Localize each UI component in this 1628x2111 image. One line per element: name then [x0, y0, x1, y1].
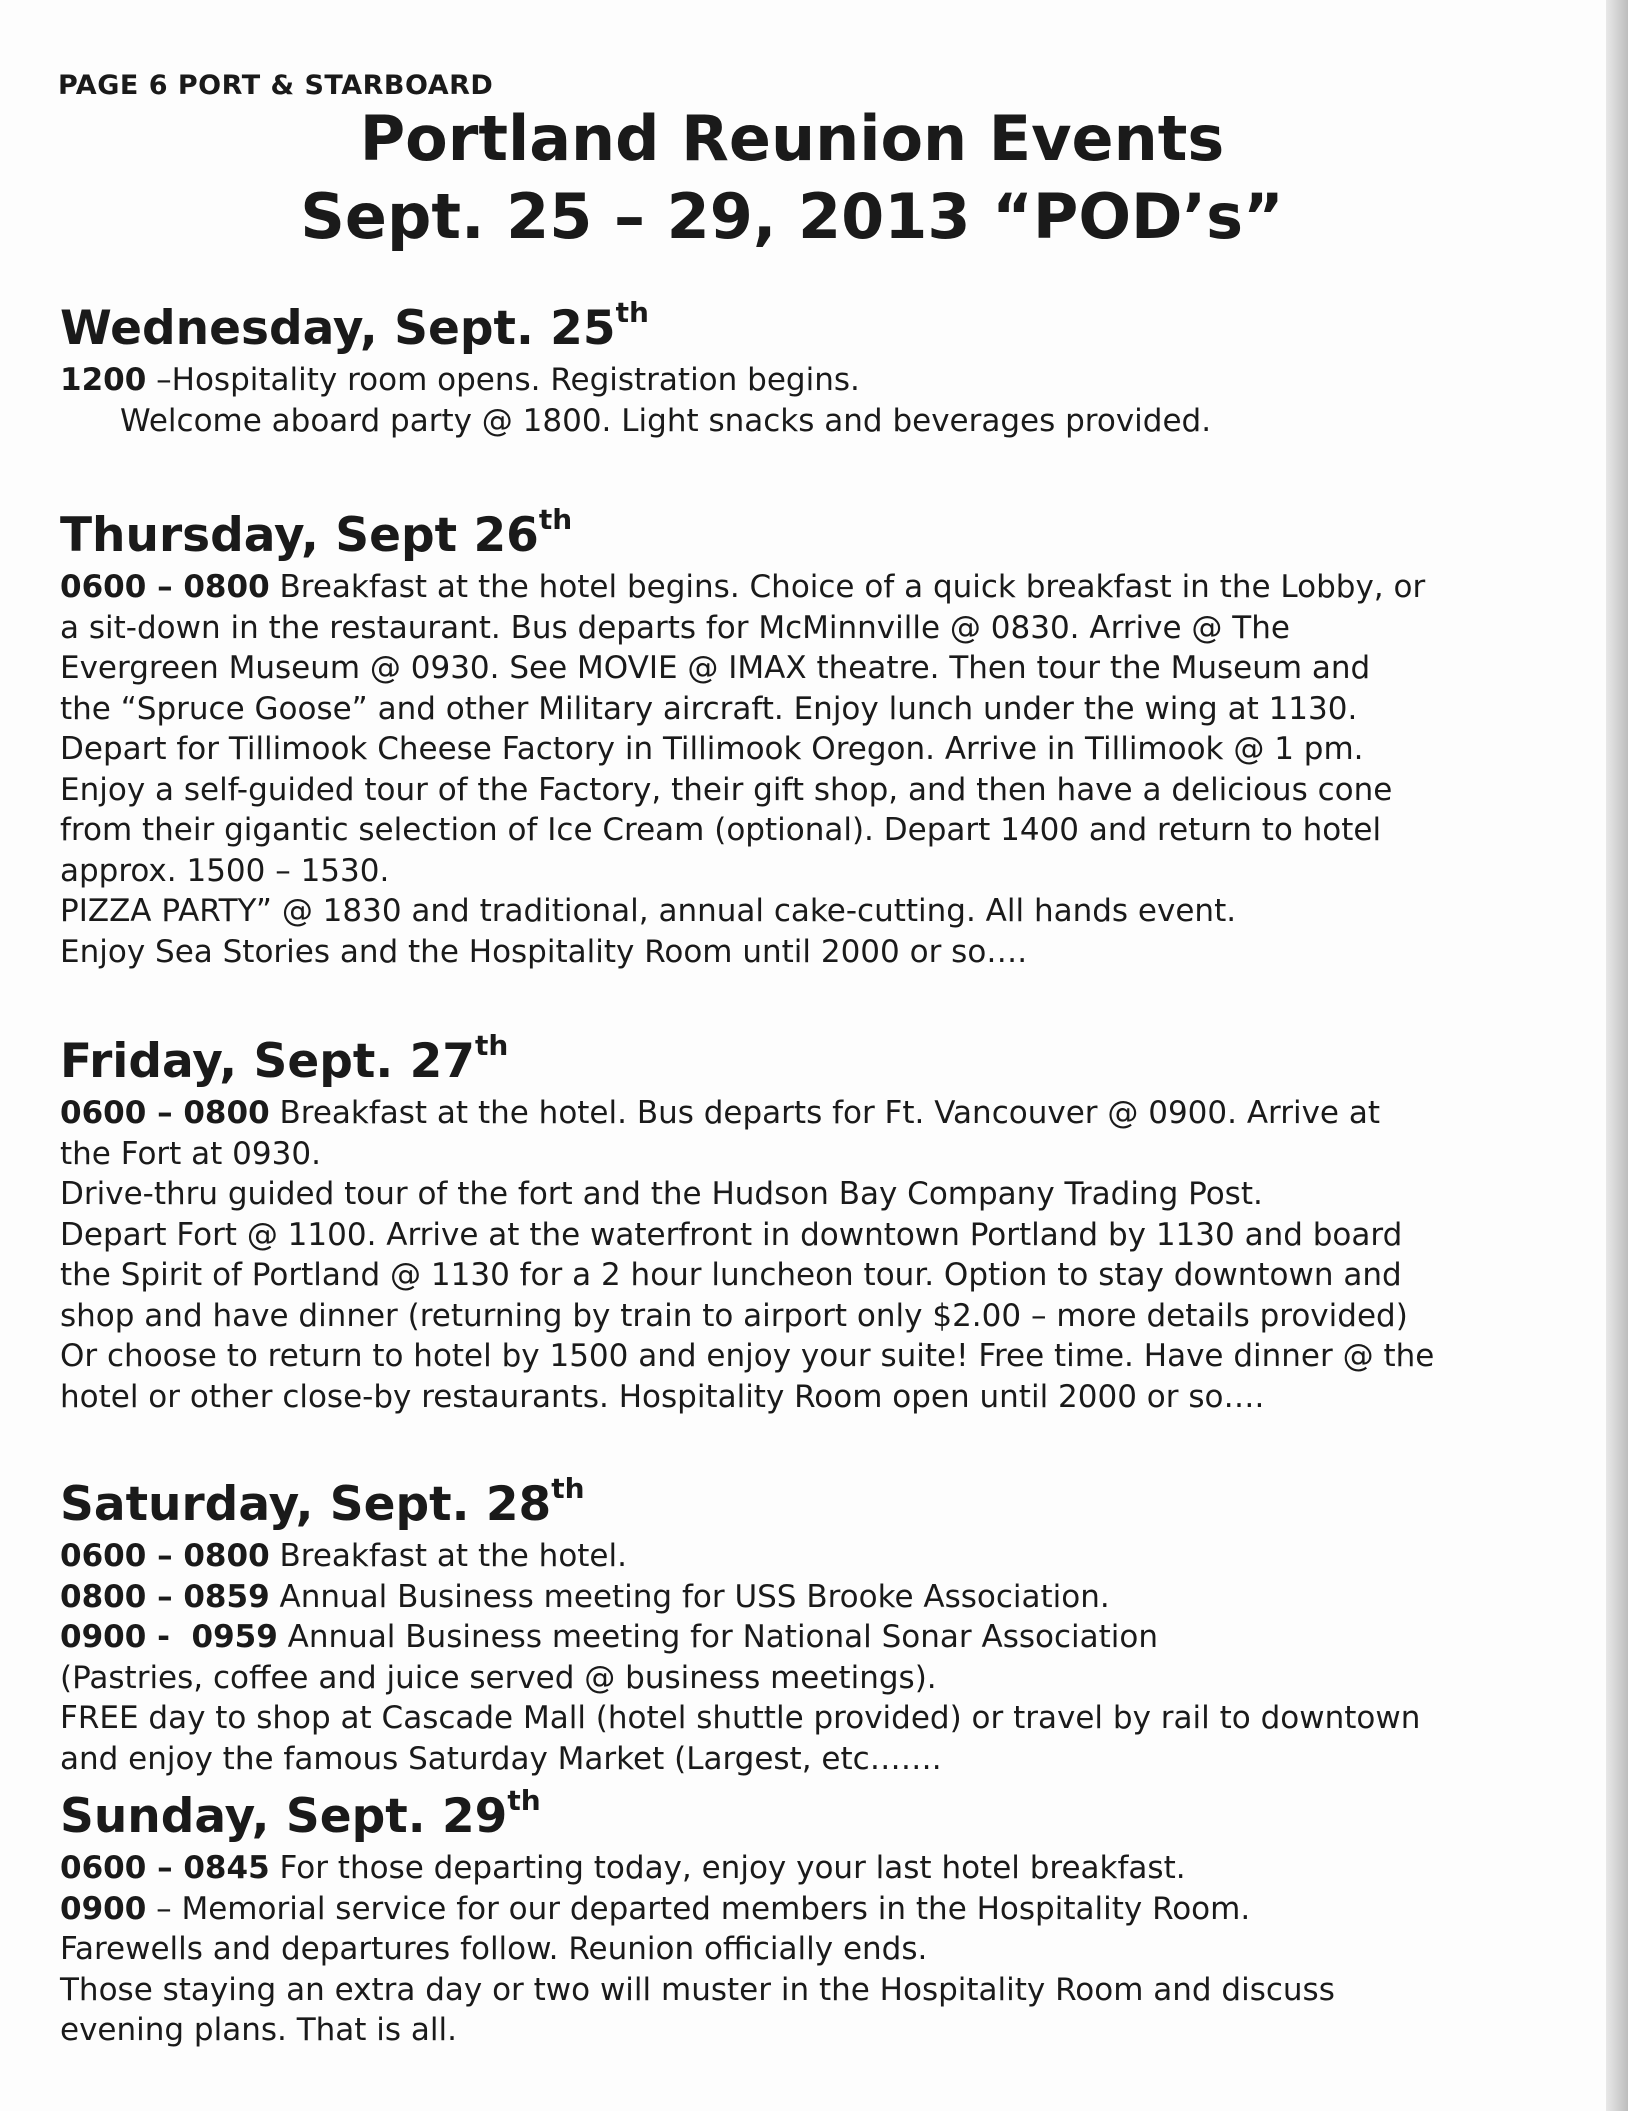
day-section-saturday [60, 1472, 1580, 1779]
schedule-line: 0800 – 0859 Annual Business meeting for USS Brooke Association. [60, 1578, 1110, 1615]
day-section-friday [60, 1029, 1580, 1417]
schedule-line: 0900 - 0959 Annual Business meeting for National Sonar Association [60, 1619, 1159, 1655]
schedule-line: 0600 – 0800 Breakfast at the hotel. [60, 1538, 627, 1574]
schedule-line: the Spirit of Portland @ 1130 for a 2 hour luncheon tour. Option to stay downtown and [60, 1257, 1402, 1293]
schedule-line: 0600 – 0800 Breakfast at the hotel. Bus departs for Ft. Vancouver @ 0900. Arrive at [60, 1095, 1381, 1131]
schedule-line: 1200 –Hospitality room opens. Registration begins. [60, 362, 860, 398]
schedule-line: Depart Fort @ 1100. Arrive at the waterfront in downtown Portland by 1130 and board [60, 1216, 1403, 1253]
schedule-line: a sit-down in the restaurant. Bus departs for McMinnville @ 0830. Arrive @ The [60, 609, 1290, 646]
page-edge-shadow [1606, 0, 1628, 2111]
schedule-line: (Pastries, coffee and juice served @ business meetings). [60, 1659, 937, 1696]
schedule-line: the “Spruce Goose” and other Military aircraft. Enjoy lunch under the wing at 1130. [60, 690, 1358, 727]
schedule-line: 0600 – 0845 For those departing today, enjoy your last hotel breakfast. [60, 1850, 1186, 1886]
page-label: PAGE 6 PORT & STARBOARD [58, 70, 494, 101]
schedule-line: approx. 1500 – 1530. [60, 852, 390, 889]
schedule-line: Farewells and departures follow. Reunion officially ends. [60, 1931, 928, 1967]
schedule-line: and enjoy the famous Saturday Market (Largest, etc……. [60, 1740, 942, 1777]
schedule-line: Those staying an extra day or two will muster in the Hospitality Room and discuss [60, 1971, 1335, 2008]
day-section-thursday [60, 503, 1580, 972]
schedule-line: shop and have dinner (returning by train to airport only $2.00 – more details provided) [60, 1297, 1408, 1334]
schedule-line: Enjoy Sea Stories and the Hospitality Room until 2000 or so…. [60, 933, 1028, 970]
page-subtitle: Sept. 25 – 29, 2013 “POD’s” [300, 180, 1284, 253]
day-section-wednesday [60, 296, 1580, 441]
schedule-line: evening plans. That is all. [60, 2012, 458, 2048]
schedule-line: hotel or other close-by restaurants. Hospitality Room open until 2000 or so…. [60, 1378, 1265, 1415]
day-heading: Saturday, Sept. 28th [60, 1472, 585, 1532]
day-heading: Wednesday, Sept. 25th [60, 296, 649, 356]
day-section-sunday [60, 1784, 1580, 2051]
schedule-line: 0600 – 0800 Breakfast at the hotel begins. Choice of a quick breakfast in the Lobby, or [60, 569, 1426, 605]
schedule-line: Welcome aboard party @ 1800. Light snacks and beverages provided. [120, 402, 1212, 439]
schedule-line: Enjoy a self-guided tour of the Factory, their gift shop, and then have a delicious cone [60, 771, 1393, 808]
schedule-line: Drive-thru guided tour of the fort and the Hudson Bay Company Trading Post. [60, 1176, 1263, 1212]
day-heading: Friday, Sept. 27th [60, 1029, 509, 1089]
schedule-line: the Fort at 0930. [60, 1135, 321, 1172]
page-title: Portland Reunion Events [359, 102, 1225, 175]
schedule-line: Evergreen Museum @ 0930. See MOVIE @ IMAX theatre. Then tour the Museum and [60, 650, 1371, 686]
schedule-line: PIZZA PARTY” @ 1830 and traditional, annual cake-cutting. All hands event. [60, 893, 1237, 929]
day-heading: Thursday, Sept 26th [60, 503, 573, 563]
schedule-line: Depart for Tillimook Cheese Factory in Tillimook Oregon. Arrive in Tillimook @ 1 pm. [60, 731, 1364, 767]
schedule-line: FREE day to shop at Cascade Mall (hotel shuttle provided) or travel by rail to downtown [60, 1700, 1421, 1736]
day-heading: Sunday, Sept. 29th [60, 1784, 541, 1844]
schedule-line: Or choose to return to hotel by 1500 and enjoy your suite! Free time. Have dinner @ the [60, 1338, 1435, 1374]
schedule-line: 0900 – Memorial service for our departed members in the Hospitality Room. [60, 1890, 1251, 1927]
schedule-line: from their gigantic selection of Ice Cream (optional). Depart 1400 and return to hotel [60, 812, 1382, 848]
